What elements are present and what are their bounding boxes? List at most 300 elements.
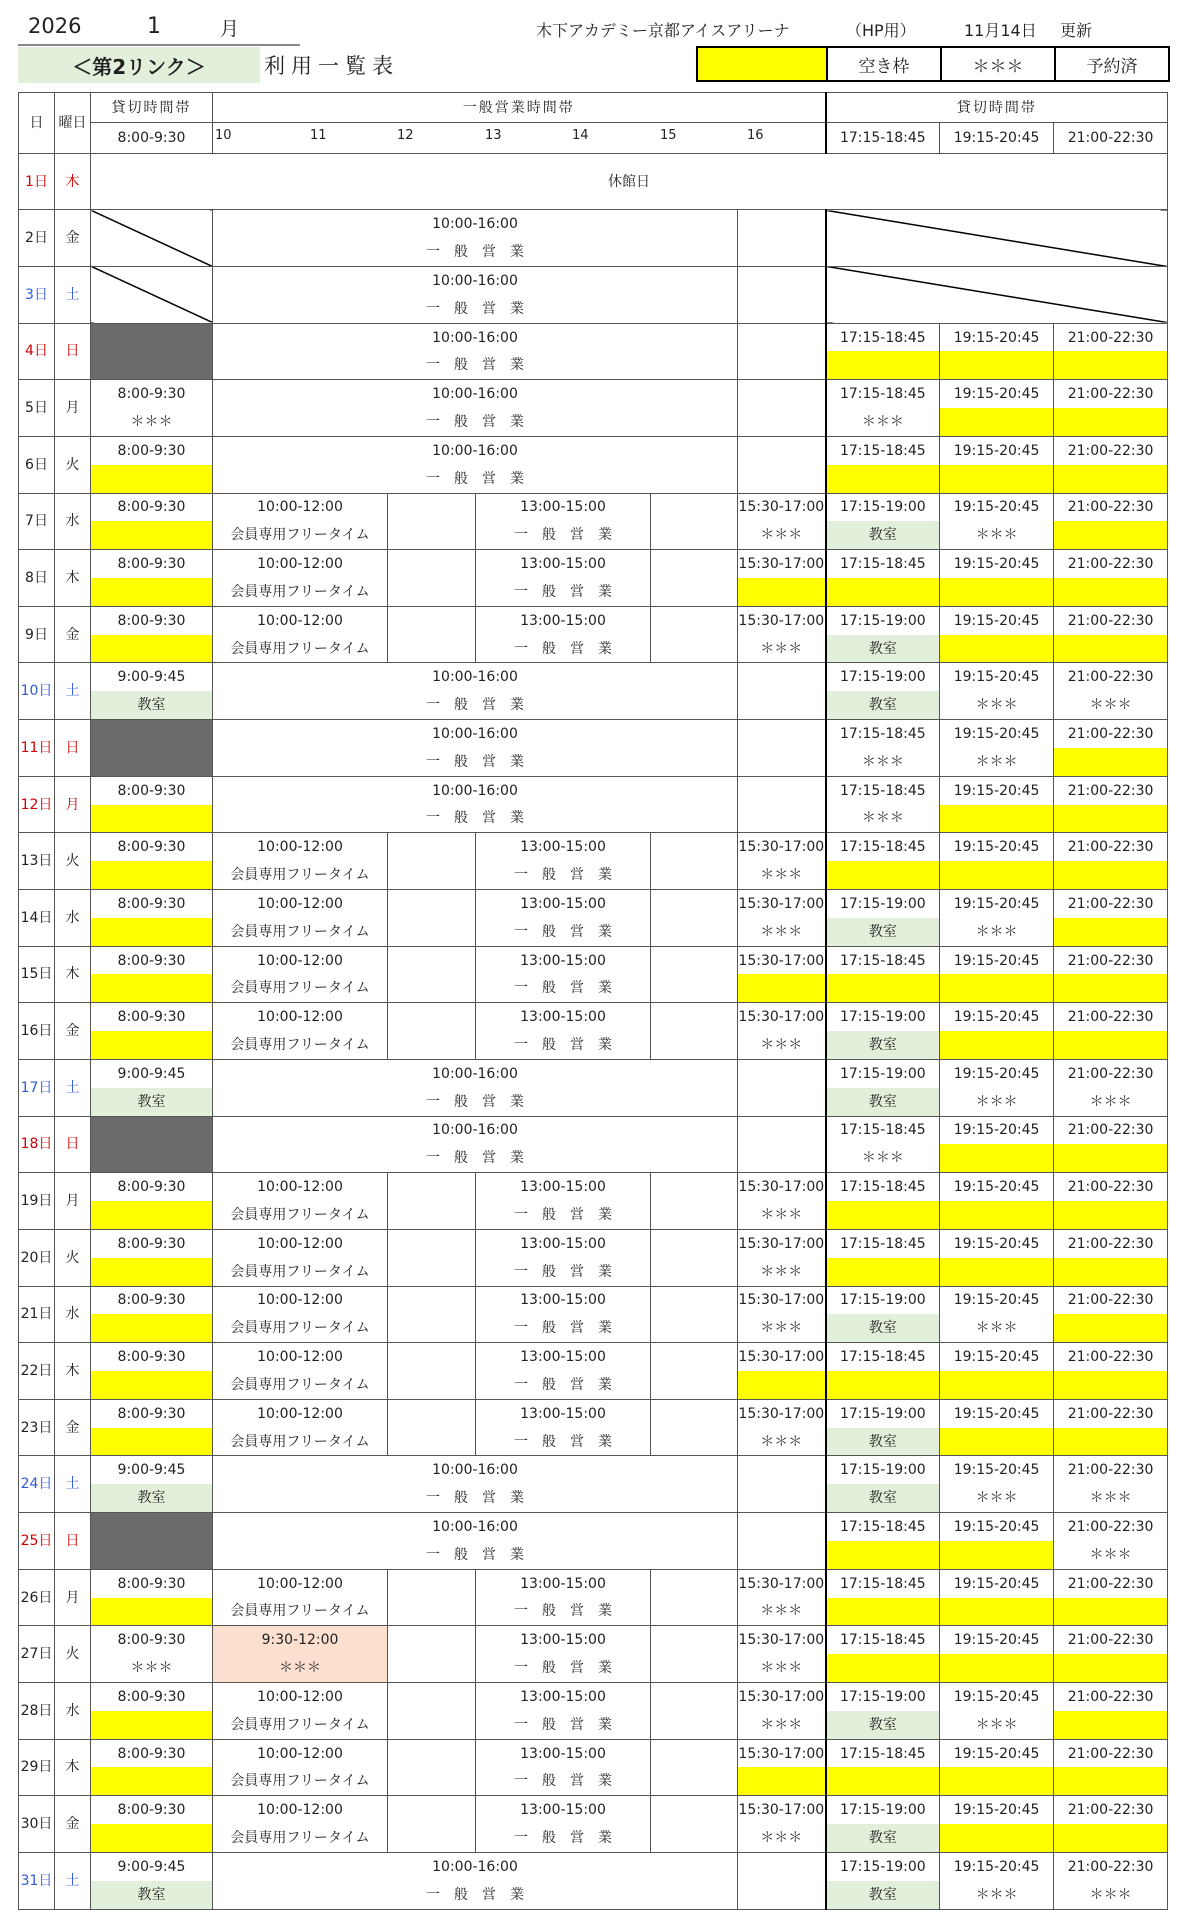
member-slot-label: 会員専用フリータイム (230, 1603, 370, 1620)
weekday-label: 月 (65, 1589, 80, 1606)
table-row (19, 1173, 1168, 1230)
header-underline (18, 44, 300, 46)
pm-slot-status (940, 861, 1053, 889)
late-slot-cell (738, 833, 826, 890)
am-slot-status (91, 578, 212, 606)
late-slot-note: ＊＊＊ (760, 640, 803, 657)
member-slot-time: 10:00-12:00 (257, 952, 343, 969)
pm-slot-cell (940, 1626, 1054, 1683)
am-slot-time: 8:00-9:30 (117, 952, 186, 969)
day-cell (19, 1513, 55, 1570)
table-row (19, 890, 1168, 947)
pm-slot-cell (1054, 1456, 1168, 1513)
gap-cell (651, 1343, 738, 1400)
pm-slot-cell (826, 436, 940, 493)
pm-slot-status (1054, 521, 1167, 549)
general-slot-spacer (738, 323, 826, 380)
member-slot-label: 会員専用フリータイム (230, 1376, 370, 1393)
late-slot-note: ＊＊＊ (760, 1603, 803, 1620)
general-slot-cell (213, 323, 738, 380)
member-slot-time: 10:00-12:00 (257, 1688, 343, 1705)
pm-slot-time: 17:15-19:00 (839, 1009, 926, 1026)
pm-slot-cell (826, 1569, 940, 1626)
day-cell (19, 1682, 55, 1739)
am-slot-cell (91, 1343, 213, 1400)
weekday-label: 月 (65, 796, 80, 813)
late-slot-note: ＊＊＊ (760, 1830, 803, 1846)
pm-slot-note: ＊＊＊ (1089, 1490, 1132, 1507)
am-slot-time: 9:00-9:45 (117, 669, 186, 686)
am-slot-note: ＊＊＊ (130, 413, 173, 430)
pm-slot-time: 21:00-22:30 (1067, 952, 1154, 969)
am-slot-cell (91, 1173, 213, 1230)
general-pm-slot-time: 13:00-15:00 (520, 895, 606, 912)
pm-slot-status (1054, 1484, 1167, 1512)
gap-cell (388, 1286, 476, 1343)
day-cell (19, 1569, 55, 1626)
day-label: 19日 (20, 1193, 53, 1210)
weekday-cell (55, 1852, 91, 1909)
pm-slot-status (827, 465, 940, 493)
late-slot-status (738, 1428, 825, 1456)
pm-slot-time: 21:00-22:30 (1067, 839, 1154, 856)
late-slot-status (738, 1711, 825, 1739)
pm-slot-time: 19:15-20:45 (953, 1462, 1040, 1479)
pm-slot-note: ＊＊＊ (975, 1716, 1018, 1733)
member-slot-label: 会員専用フリータイム (230, 527, 370, 544)
general-pm-slot-time: 13:00-15:00 (520, 952, 606, 969)
pm-slot-status (1054, 805, 1167, 833)
am-slot-cell (91, 1059, 213, 1116)
pm-slot-status (1054, 465, 1167, 493)
day-label: 9日 (25, 626, 48, 643)
pm-slot-status (1054, 1258, 1167, 1286)
legend-vacant: 空き枠 (826, 46, 942, 82)
weekday-cell (55, 1003, 91, 1060)
gap-cell (651, 890, 738, 947)
pm-slot-time: 17:15-18:45 (839, 386, 926, 403)
pm-slot-header (826, 123, 940, 153)
day-label: 5日 (25, 400, 48, 417)
col-day-label: 日 (29, 114, 44, 131)
gap-cell (388, 1003, 476, 1060)
am-slot-cell (91, 946, 213, 1003)
pm-slot-status (827, 1711, 940, 1739)
pm-slot-unavailable (826, 210, 1168, 267)
general-pm-slot-label: 一 般 営 業 (514, 527, 612, 544)
legend-hidden: ＊＊＊ (940, 46, 1056, 82)
pm-slot-cell (940, 890, 1054, 947)
pm-slot-time: 17:15-19:00 (839, 1405, 926, 1422)
gap-cell (651, 1399, 738, 1456)
general-pm-slot-time: 13:00-15:00 (520, 1235, 606, 1252)
general-slot-label: 一 般 営 業 (426, 810, 524, 827)
pm-slot-cell (826, 833, 940, 890)
am-slot-status (91, 1428, 212, 1456)
pm-slot-cell (940, 550, 1054, 607)
pm-slot-note: 教室 (868, 527, 897, 544)
pm-slot-time: 17:15-18:45 (839, 782, 926, 799)
general-slot-cell (213, 1116, 738, 1173)
general-slot-cell (213, 720, 738, 777)
pm-slot-note: ＊＊＊ (1089, 1886, 1132, 1903)
am-slot-time: 8:00-9:30 (117, 1292, 186, 1309)
pm-slot-note: ＊＊＊ (1089, 697, 1132, 714)
am-slot-status (91, 805, 212, 833)
day-cell (19, 776, 55, 833)
am-slot-time: 8:00-9:30 (117, 895, 186, 912)
weekday-label: 金 (65, 1816, 80, 1833)
general-pm-slot-time: 13:00-15:00 (520, 839, 606, 856)
general-pm-slot-cell (476, 1569, 651, 1626)
late-slot-status (738, 1767, 825, 1795)
late-slot-time: 15:30-17:00 (738, 1009, 825, 1026)
table-row (19, 1739, 1168, 1796)
table-row (19, 210, 1168, 267)
am-slot-cell (91, 1003, 213, 1060)
pm-slot-cell (826, 720, 940, 777)
pm-slot-status (940, 351, 1053, 379)
pm-slot-time: 17:15-18:45 (839, 329, 926, 346)
gap-cell (388, 833, 476, 890)
general-slot-cell (213, 1059, 738, 1116)
am-slot-time: 9:00-9:45 (117, 1065, 186, 1082)
pm-slot-note: 教室 (868, 1830, 897, 1846)
pm-slot-time: 17:15-19:00 (839, 1858, 926, 1875)
pm-slot-label: 21:00-22:30 (1067, 130, 1154, 147)
late-slot-cell (738, 1003, 826, 1060)
day-label: 15日 (20, 966, 53, 983)
day-label: 27日 (20, 1646, 53, 1663)
pm-slot-cell (1054, 720, 1168, 777)
pm-slot-time: 19:15-20:45 (953, 782, 1040, 799)
weekday-cell (55, 663, 91, 720)
late-slot-status (738, 521, 825, 549)
schedule-table (18, 92, 1168, 1910)
general-pm-slot-label: 一 般 営 業 (514, 1830, 612, 1846)
pm-slot-time: 21:00-22:30 (1067, 1858, 1154, 1875)
gap-cell (651, 1796, 738, 1853)
late-slot-time: 15:30-17:00 (738, 499, 825, 516)
pm-slot-status (827, 578, 940, 606)
pm-slot-cell (940, 606, 1054, 663)
am-slot-time: 8:00-9:30 (117, 1575, 186, 1592)
general-slot-label: 一 般 営 業 (426, 1490, 524, 1507)
pm-slot-time: 19:15-20:45 (953, 839, 1040, 856)
pm-slot-cell (1054, 1343, 1168, 1400)
pm-slot-cell (1054, 1003, 1168, 1060)
pm-slot-time: 17:15-18:45 (839, 1632, 926, 1649)
pm-slot-note: ＊＊＊ (975, 527, 1018, 544)
pm-slot-cell (1054, 1569, 1168, 1626)
pm-slot-status (1054, 1654, 1167, 1682)
pm-slot-note: 教室 (868, 923, 897, 940)
general-slot-cell (213, 663, 738, 720)
gap-cell (388, 1796, 476, 1853)
day-cell (19, 1003, 55, 1060)
pm-slot-cell (1054, 1682, 1168, 1739)
pm-slot-time: 21:00-22:30 (1067, 1688, 1154, 1705)
general-pm-slot-label: 一 般 営 業 (514, 1376, 612, 1393)
am-slot-label: 8:00-9:30 (117, 130, 186, 147)
pm-slot-cell (826, 1003, 940, 1060)
general-slot-time: 10:00-16:00 (432, 669, 518, 686)
am-slot-cell (91, 1286, 213, 1343)
pm-slot-note: ＊＊＊ (975, 1093, 1018, 1110)
day-label: 6日 (25, 456, 48, 473)
am-slot-time: 8:00-9:30 (117, 839, 186, 856)
pm-slot-status (1054, 351, 1167, 379)
pm-slot-status (940, 521, 1053, 549)
pm-slot-status (1054, 1088, 1167, 1116)
general-pm-slot-cell (476, 1286, 651, 1343)
page-header (0, 0, 1178, 90)
late-slot-cell (738, 550, 826, 607)
pm-slot-status (827, 1428, 940, 1456)
pm-slot-cell (940, 1116, 1054, 1173)
col-weekday-header (55, 93, 91, 154)
general-pm-slot-label: 一 般 営 業 (514, 1716, 612, 1733)
pm-slot-status (940, 1654, 1053, 1682)
general-slot-label: 一 般 営 業 (426, 244, 524, 261)
pm-slot-status (1054, 1428, 1167, 1456)
late-slot-cell (738, 1569, 826, 1626)
general-pm-slot-cell (476, 946, 651, 1003)
pm-slot-status (940, 1881, 1053, 1909)
pm-slot-status (827, 918, 940, 946)
pm-slot-status (940, 1031, 1053, 1059)
member-slot-cell (213, 1003, 388, 1060)
pm-slot-note: ＊＊＊ (975, 697, 1018, 714)
am-slot-cell (91, 663, 213, 720)
table-row (19, 493, 1168, 550)
pm-slot-time: 19:15-20:45 (953, 1632, 1040, 1649)
pm-slot-time: 19:15-20:45 (953, 1688, 1040, 1705)
pm-slot-cell (826, 1399, 940, 1456)
weekday-label: 木 (65, 173, 80, 190)
day-label: 26日 (20, 1589, 53, 1606)
pm-slot-cell (826, 1513, 940, 1570)
pm-slot-time: 19:15-20:45 (953, 1009, 1040, 1026)
hour-tick: 15 (660, 128, 677, 144)
pm-slot-time: 19:15-20:45 (953, 329, 1040, 346)
general-label: 一般営業時間帯 (462, 99, 575, 116)
pm-slot-status (940, 974, 1053, 1002)
pm-slot-time: 17:15-19:00 (839, 1462, 926, 1479)
general-pm-slot-cell (476, 1626, 651, 1683)
late-slot-time: 15:30-17:00 (738, 1802, 825, 1819)
pm-slot-time: 17:15-18:45 (839, 1179, 926, 1196)
table-row (19, 1682, 1168, 1739)
pm-slot-time: 21:00-22:30 (1067, 782, 1154, 799)
general-pm-slot-cell (476, 1343, 651, 1400)
pm-slot-cell (826, 1852, 940, 1909)
member-slot-cell (213, 890, 388, 947)
pm-slot-time: 17:15-19:00 (839, 669, 926, 686)
weekday-cell (55, 1229, 91, 1286)
member-slot-label: 会員専用フリータイム (230, 867, 370, 884)
weekday-label: 水 (65, 513, 80, 530)
member-slot-time: 10:00-12:00 (257, 1575, 343, 1592)
pm-slot-time: 17:15-18:45 (839, 1122, 926, 1139)
general-pm-slot-time: 13:00-15:00 (520, 1688, 606, 1705)
am-slot-time: 8:00-9:30 (117, 1179, 186, 1196)
weekday-label: 日 (65, 343, 80, 360)
pm-slot-status (827, 1767, 940, 1795)
general-header (213, 93, 826, 123)
late-slot-time: 15:30-17:00 (738, 612, 825, 629)
general-slot-label: 一 般 営 業 (426, 753, 524, 770)
hp-label: （HP用） (846, 21, 916, 40)
pm-slot-time: 21:00-22:30 (1067, 1745, 1154, 1762)
pm-slot-status (827, 861, 940, 889)
pm-slot-time: 21:00-22:30 (1067, 612, 1154, 629)
am-slot-status (91, 861, 212, 889)
pm-slot-note: ＊＊＊ (975, 753, 1018, 770)
general-pm-slot-cell (476, 493, 651, 550)
late-slot-status (738, 1654, 825, 1682)
am-slot-cell (91, 776, 213, 833)
table-title: 利用一覧表 (264, 54, 399, 78)
pm-slot-status (940, 578, 1053, 606)
am-slot-blocked (91, 1513, 213, 1570)
am-slot-status (91, 1258, 212, 1286)
am-slot-time: 8:00-9:30 (117, 1405, 186, 1422)
day-label: 23日 (20, 1419, 53, 1436)
general-pm-slot-time: 13:00-15:00 (520, 556, 606, 573)
pm-slot-time: 21:00-22:30 (1067, 726, 1154, 742)
late-slot-status (738, 1314, 825, 1342)
general-pm-slot-label: 一 般 営 業 (514, 1263, 612, 1280)
late-slot-cell (738, 1343, 826, 1400)
pm-slot-status (1054, 1598, 1167, 1626)
member-slot-label: 会員専用フリータイム (230, 1716, 370, 1733)
member-slot-cell (213, 833, 388, 890)
pm-slot-status (827, 1031, 940, 1059)
day-label: 28日 (20, 1702, 53, 1719)
general-slot-cell (213, 380, 738, 437)
member-slot-time: 10:00-12:00 (257, 1292, 343, 1309)
pm-slot-cell (940, 776, 1054, 833)
table-row (19, 606, 1168, 663)
general-pm-slot-label: 一 般 営 業 (514, 640, 612, 657)
pm-slot-status (940, 1201, 1053, 1229)
day-cell (19, 1456, 55, 1513)
member-slot-time: 10:00-12:00 (257, 1179, 343, 1196)
late-slot-cell (738, 1286, 826, 1343)
pm-slot-note: 教室 (868, 1433, 897, 1450)
pm-slot-time: 19:15-20:45 (953, 1349, 1040, 1366)
weekday-cell (55, 323, 91, 380)
am-slot-blocked (91, 720, 213, 777)
member-slot-time: 10:00-12:00 (257, 1405, 343, 1422)
member-slot-label: 会員専用フリータイム (230, 923, 370, 940)
day-cell (19, 266, 55, 323)
day-cell (19, 1059, 55, 1116)
weekday-label: 火 (65, 853, 80, 870)
general-slot-time: 10:00-16:00 (432, 1122, 518, 1139)
late-slot-cell (738, 946, 826, 1003)
pm-slot-time: 21:00-22:30 (1067, 1349, 1154, 1366)
member-slot-time: 10:00-12:00 (257, 1802, 343, 1819)
pm-slot-note: ＊＊＊ (975, 1886, 1018, 1903)
day-cell (19, 833, 55, 890)
weekday-cell (55, 1116, 91, 1173)
pm-slot-cell (826, 1739, 940, 1796)
am-slot-cell (91, 1626, 213, 1683)
pm-slot-note: ＊＊＊ (975, 1320, 1018, 1337)
pm-slot-cell (826, 323, 940, 380)
pm-slot-status (940, 1541, 1053, 1569)
general-pm-slot-cell (476, 1229, 651, 1286)
day-cell (19, 210, 55, 267)
pm-slot-status (940, 691, 1053, 719)
pm-slot-cell (940, 493, 1054, 550)
pm-slot-time: 21:00-22:30 (1067, 1518, 1154, 1535)
day-cell (19, 1399, 55, 1456)
closed-label: 休館日 (608, 173, 651, 190)
pm-slot-status (1054, 578, 1167, 606)
month-unit: 月 (220, 18, 240, 40)
pm-slot-cell (826, 1229, 940, 1286)
gap-cell (651, 833, 738, 890)
pm-slot-status (940, 1484, 1053, 1512)
pm-slot-note: ＊＊＊ (975, 1490, 1018, 1507)
pm-slot-cell (940, 1456, 1054, 1513)
day-label: 30日 (20, 1816, 53, 1833)
closed-cell (91, 153, 1168, 210)
pm-slot-cell (1054, 663, 1168, 720)
pm-slot-status (940, 465, 1053, 493)
weekday-cell (55, 493, 91, 550)
pm-slot-status (1054, 408, 1167, 436)
am-slot-time: 8:00-9:30 (117, 1009, 186, 1026)
table-row (19, 1059, 1168, 1116)
pm-slot-time: 19:15-20:45 (953, 1122, 1040, 1139)
late-slot-time: 15:30-17:00 (738, 1575, 825, 1592)
pm-slot-time: 21:00-22:30 (1067, 895, 1154, 912)
late-slot-status (738, 861, 825, 889)
am-slot-note: 教室 (137, 1093, 166, 1110)
weekday-cell (55, 833, 91, 890)
member-slot-cell (213, 1286, 388, 1343)
pm-slot-status (827, 805, 940, 833)
pm-slot-cell (826, 606, 940, 663)
member-slot-time: 9:30-12:00 (261, 1632, 339, 1649)
weekday-cell (55, 380, 91, 437)
general-pm-slot-cell (476, 606, 651, 663)
pm-slot-time: 17:15-19:00 (839, 1802, 926, 1819)
am-slot-cell (91, 436, 213, 493)
member-slot-cell (213, 1682, 388, 1739)
day-label: 20日 (20, 1249, 53, 1266)
pm-slot-time: 21:00-22:30 (1067, 1292, 1154, 1309)
general-pm-slot-time: 13:00-15:00 (520, 1292, 606, 1309)
general-slot-spacer (738, 720, 826, 777)
pm-slot-time: 21:00-22:30 (1067, 1179, 1154, 1196)
general-pm-slot-cell (476, 1796, 651, 1853)
pm-slot-status (1054, 1541, 1167, 1569)
member-slot-time: 10:00-12:00 (257, 556, 343, 573)
pm-slot-time: 21:00-22:30 (1067, 1575, 1154, 1592)
general-slot-spacer (738, 266, 826, 323)
weekday-label: 土 (65, 1872, 80, 1889)
table-row (19, 1513, 1168, 1570)
pm-slot-status (827, 1371, 940, 1399)
weekday-label: 水 (65, 1306, 80, 1323)
am-slot-status (91, 1031, 212, 1059)
general-slot-label: 一 般 営 業 (426, 300, 524, 317)
